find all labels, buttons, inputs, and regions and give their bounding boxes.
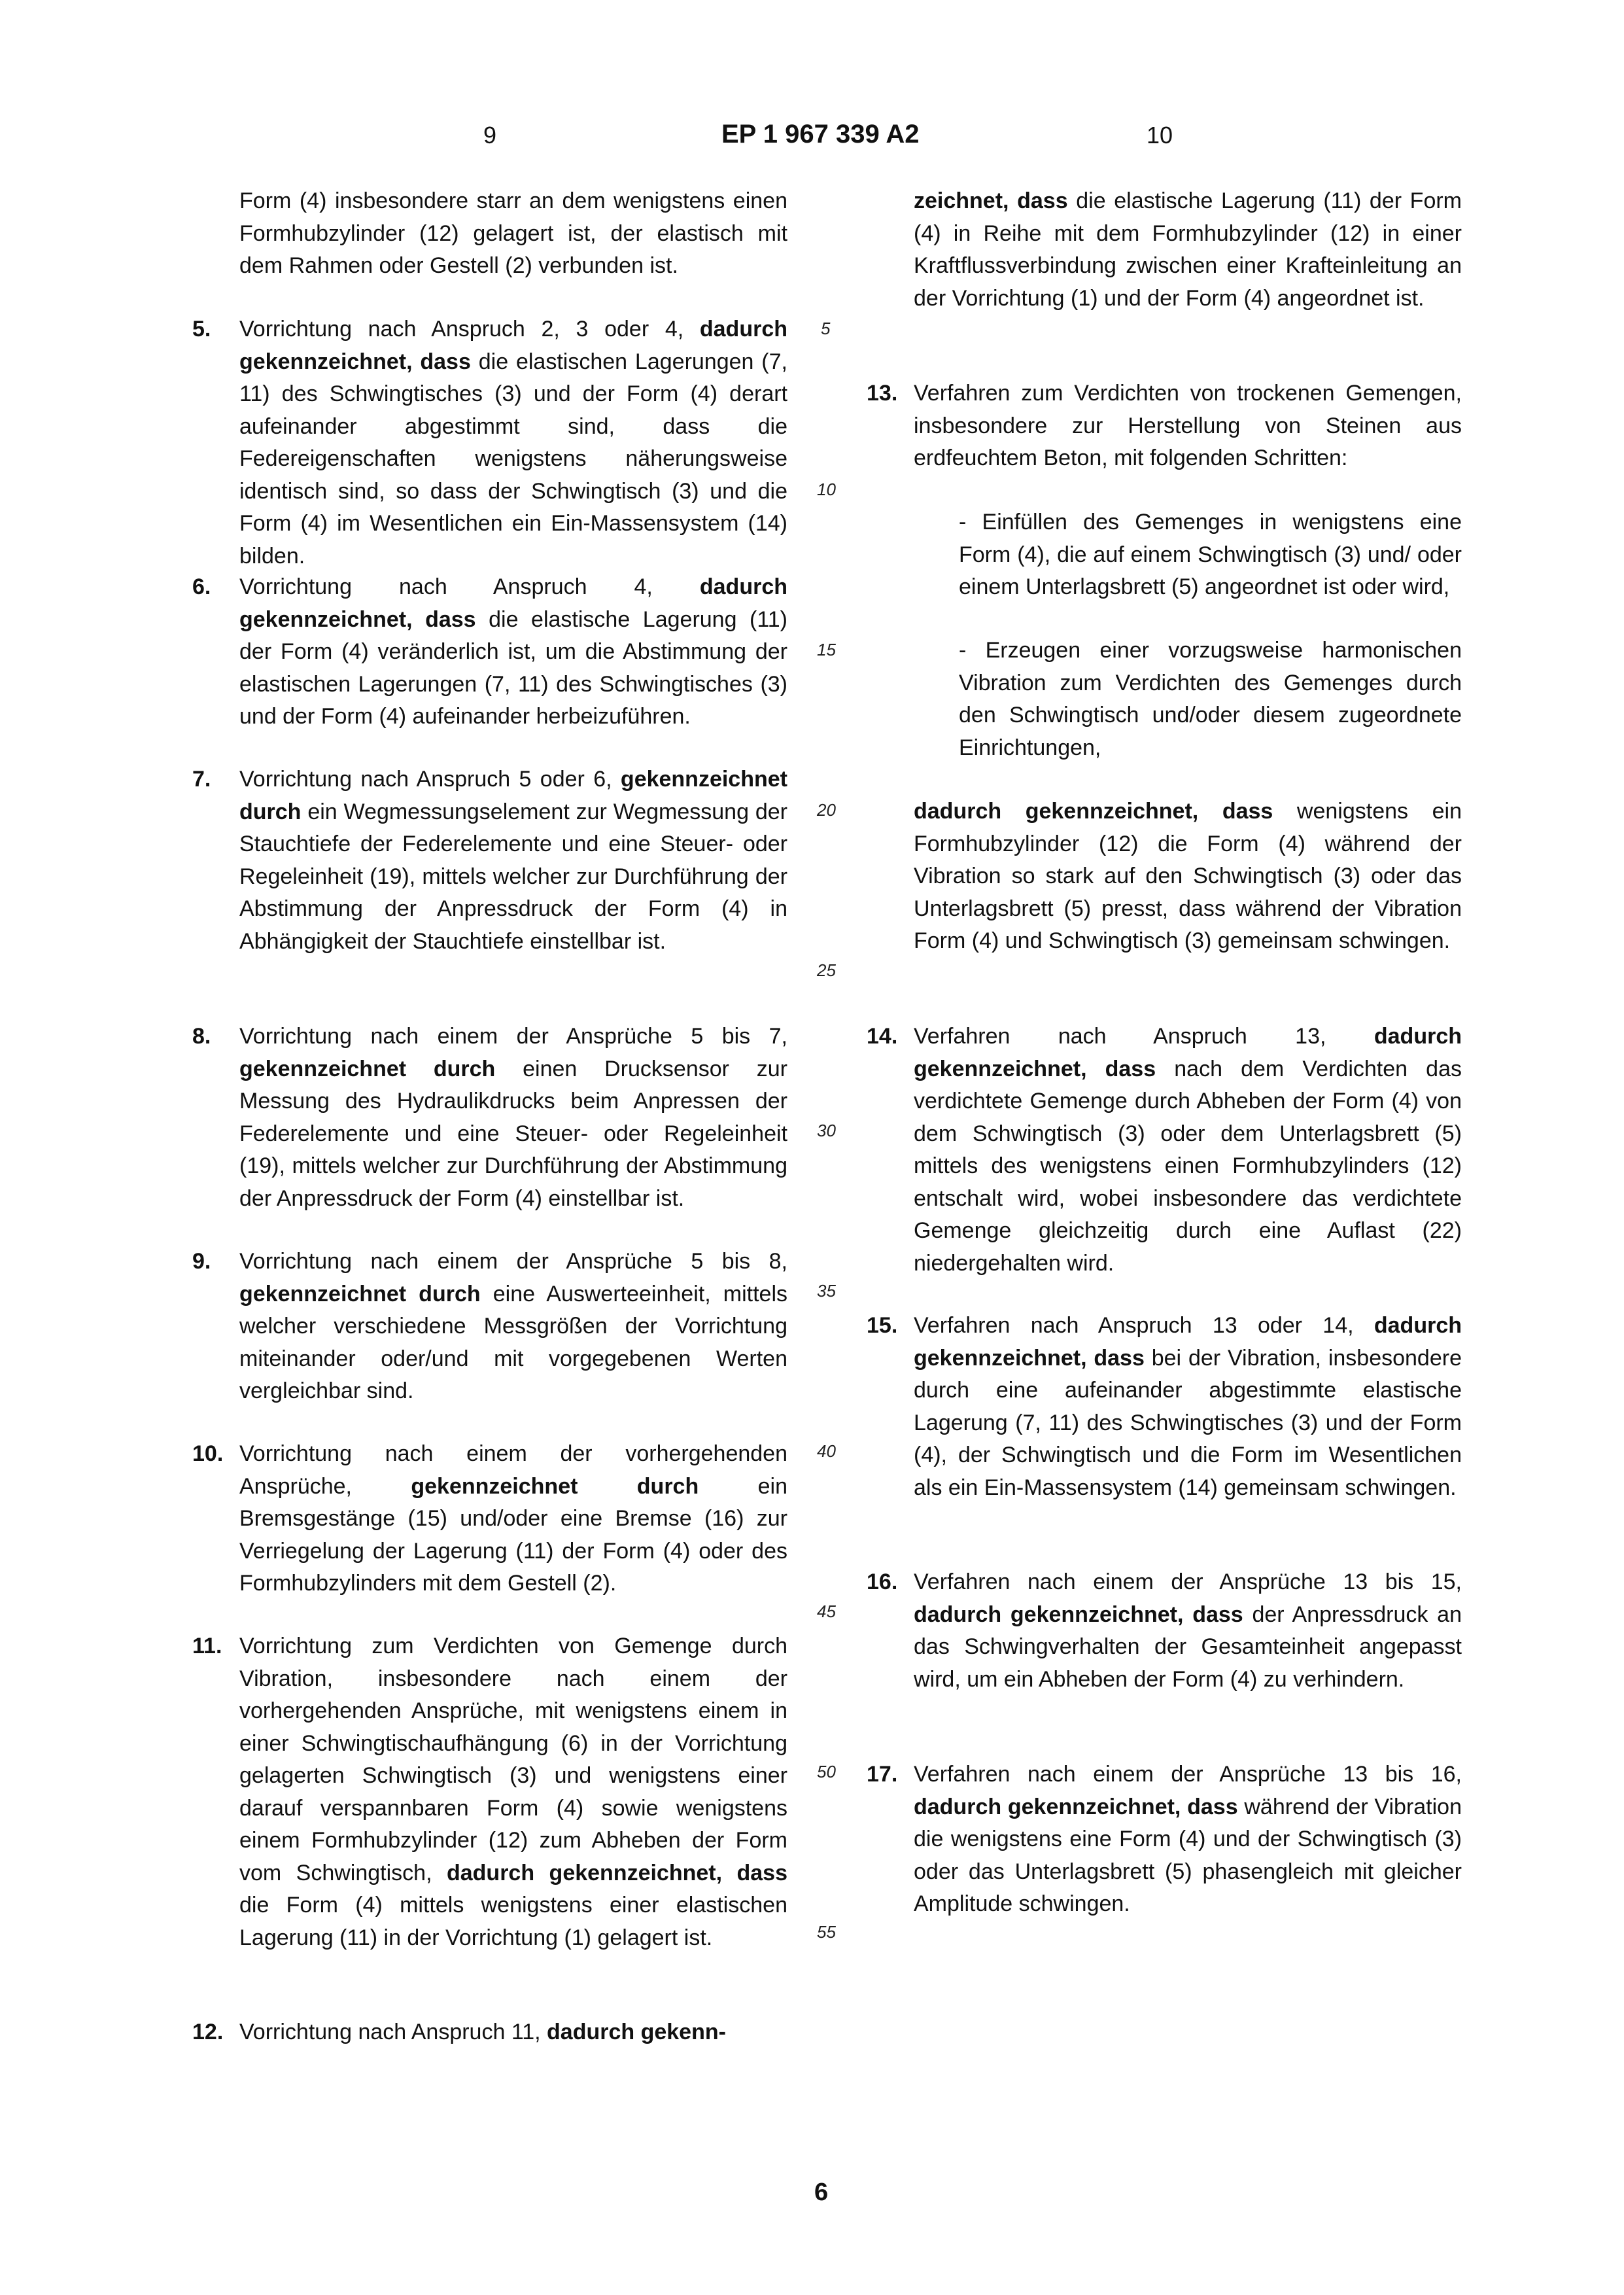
line-number: 50 bbox=[817, 1762, 836, 1781]
claim-characterizing-part: dadurch gekennzeichnet, dass wenigstens ein Formhubzylinder (12) die Form (4) während der Vibration so stark auf den Schwingtisch (3) oder das Unterlagsbrett (5) presst, dass während der Vibration Form (4) und Schwingtisch (3) gemeinsam schwingen. bbox=[914, 799, 1462, 953]
claim-text: Vorrichtung nach Anspruch 4, dadurch gekennzeichnet, dass die elastische Lagerung (11) der Form (4) veränderlich ist, um die Abstimmung der elastischen Lagerungen (7, 11) des Schwingtisches (3) und der Form (4) aufeinander herbeizuführen. bbox=[239, 574, 787, 729]
claim-text: Vorrichtung nach einem der vorhergehenden Ansprüche, gekennzeichnet durch ein Bremsgestänge (15) und/oder eine Bremse (16) zur Verriegelung der Lagerung (11) der Form (4) oder des Formhubzylinders mit dem Gestell (2). bbox=[239, 1441, 787, 1596]
line-number: 5 bbox=[821, 319, 831, 338]
claim-number: 17. bbox=[867, 1762, 898, 1787]
document-id: EP 1 967 339 A2 bbox=[721, 120, 920, 149]
claim-text: Vorrichtung nach Anspruch 5 oder 6, gekennzeichnet durch ein Wegmessungselement zur Wegmessung der Stauchtiefe der Federelemente und eine Steuer- oder Regeleinheit (19), mittels welcher zur Durchführung der Abstimmung der Anpressdruck der Form (4) in Abhängigkeit der Stauchtiefe einstellbar ist. bbox=[239, 767, 787, 954]
claim-number: 5. bbox=[192, 317, 211, 342]
claim-number: 16. bbox=[867, 1569, 898, 1594]
claim-text: Verfahren nach einem der Ansprüche 13 bis 16, dadurch gekennzeichnet, dass während der Vibration die wenigstens eine Form (4) und der Schwingtisch (3) oder das Unterlagsbrett (5) phasengleich mit gleicher Amplitude schwingen. bbox=[914, 1762, 1462, 1916]
claim-number: 6. bbox=[192, 574, 211, 599]
claim-number: 12. bbox=[192, 2020, 224, 2044]
line-number: 30 bbox=[817, 1121, 836, 1140]
claim-12-continuation: zeichnet, dass die elastische Lagerung (11) der Form (4) in Reihe mit dem Formhubzylinder (12) in einer Kraftflussverbindung zwischen einer Krafteinleitung an der Vorrichtung (1) und der Form (4) angeordnet ist. bbox=[914, 188, 1462, 311]
claim-text: Vorrichtung nach einem der Ansprüche 5 bis 8, gekennzeichnet durch eine Auswerteeinheit, mittels welcher verschiedene Messgrößen der Vorrichtung miteinander oder/und mit vorgegebenen Werten vergleichbar sind. bbox=[239, 1249, 787, 1403]
line-number: 45 bbox=[817, 1602, 836, 1621]
line-number: 10 bbox=[817, 480, 836, 499]
claim-text: Vorrichtung nach einem der Ansprüche 5 bis 7, gekennzeichnet durch einen Drucksensor zur Messung des Hydraulikdrucks beim Anpressen der Federelemente und eine Steuer- oder Regeleinheit (19), mittels welcher zur Durchführung der Abstimmung der Anpressdruck der Form (4) einstellbar ist. bbox=[239, 1024, 787, 1211]
claim-number: 11. bbox=[192, 1634, 222, 1658]
method-step-2: - Erzeugen einer vorzugsweise harmonischen Vibration zum Verdichten des Gemenges durch den Schwingtisch und/oder diesem zugeordnete Einrichtungen, bbox=[959, 638, 1462, 760]
claim-number: 7. bbox=[192, 767, 211, 792]
line-number: 35 bbox=[817, 1281, 836, 1301]
line-number: 25 bbox=[817, 960, 836, 980]
claim-text: Verfahren nach Anspruch 13, dadurch gekennzeichnet, dass nach dem Verdichten das verdichtete Gemenge durch Abheben der Form (4) von dem Schwingtisch (3) oder dem Unterlagsbrett (5) mittels des wenigstens einen Formhubzylinders (12) entschalt wird, wobei insbesondere das verdichtete Gemenge gleichzeitig durch eine Auflast (22) niedergehalten wird. bbox=[914, 1024, 1462, 1276]
claim-text: Vorrichtung nach Anspruch 11, dadurch gekenn- bbox=[239, 2020, 726, 2044]
claim-number: 8. bbox=[192, 1024, 211, 1049]
claim-text: Verfahren nach Anspruch 13 oder 14, dadurch gekennzeichnet, dass bei der Vibration, insbesondere durch eine aufeinander abgestimmte elastische Lagerung (7, 11) des Schwingtisches (3) und der Form (4), der Schwingtisch und die Form im Wesentlichen als ein Ein-Massensystem (14) gemeinsam schwingen. bbox=[914, 1313, 1462, 1500]
method-step-1: - Einfüllen des Gemenges in wenigstens eine Form (4), die auf einem Schwingtisch (3) und/ oder einem Unterlagsbrett (5) angeordnet ist oder wird, bbox=[959, 510, 1462, 599]
line-number: 15 bbox=[817, 640, 836, 659]
claim-number: 9. bbox=[192, 1249, 211, 1274]
claim-number: 15. bbox=[867, 1313, 898, 1338]
line-number: 55 bbox=[817, 1922, 836, 1942]
claim-number: 10. bbox=[192, 1441, 224, 1466]
footer-page-number: 6 bbox=[814, 2179, 829, 2206]
claim-text: Vorrichtung nach Anspruch 2, 3 oder 4, dadurch gekennzeichnet, dass die elastischen Lagerungen (7, 11) des Schwingtisches (3) und der Form (4) derart aufeinander abgestimmt sind, dass die Federeigenschaften wenigstens näherungsweise identisch sind, so dass der Schwingtisch (3) und die Form (4) im Wesentlichen ein Ein-Massensystem (14) bilden. bbox=[239, 317, 787, 569]
line-number: 40 bbox=[817, 1441, 836, 1461]
claim-text: Verfahren nach einem der Ansprüche 13 bis 15, dadurch gekennzeichnet, dass der Anpressdruck an das Schwingverhalten der Gesamteinheit angepasst wird, um ein Abheben der Form (4) zu verhindern. bbox=[914, 1569, 1462, 1692]
right-page-number: 10 bbox=[1147, 122, 1173, 149]
left-page-number: 9 bbox=[483, 122, 497, 149]
claim-number: 13. bbox=[867, 381, 898, 406]
claim-text: Verfahren zum Verdichten von trockenen Gemengen, insbesondere zur Herstellung von Steinen aus erdfeuchtem Beton, mit folgenden Schritten: bbox=[914, 381, 1462, 470]
claim-number: 14. bbox=[867, 1024, 898, 1049]
left-intro-paragraph: Form (4) insbesondere starr an dem wenigstens einen Formhubzylinder (12) gelagert ist, der elastisch mit dem Rahmen oder Gestell (2) verbunden ist. bbox=[239, 188, 787, 278]
line-number: 20 bbox=[817, 800, 836, 820]
claim-text: Vorrichtung zum Verdichten von Gemenge durch Vibration, insbesondere nach einem der vorhergehenden Ansprüche, mit wenigstens einem in einer Schwingtischaufhängung (6) in der Vorrichtung gelagerten Schwingtisch (3) und wenigstens einer darauf verspannbaren Form (4) sowie wenigstens einem Formhubzylinder (12) zum Abheben der Form vom Schwingtisch, dadurch gekennzeichnet, dass die Form (4) mittels wenigstens einer elastischen Lagerung (11) in der Vorrichtung (1) gelagert ist. bbox=[239, 1634, 787, 1950]
